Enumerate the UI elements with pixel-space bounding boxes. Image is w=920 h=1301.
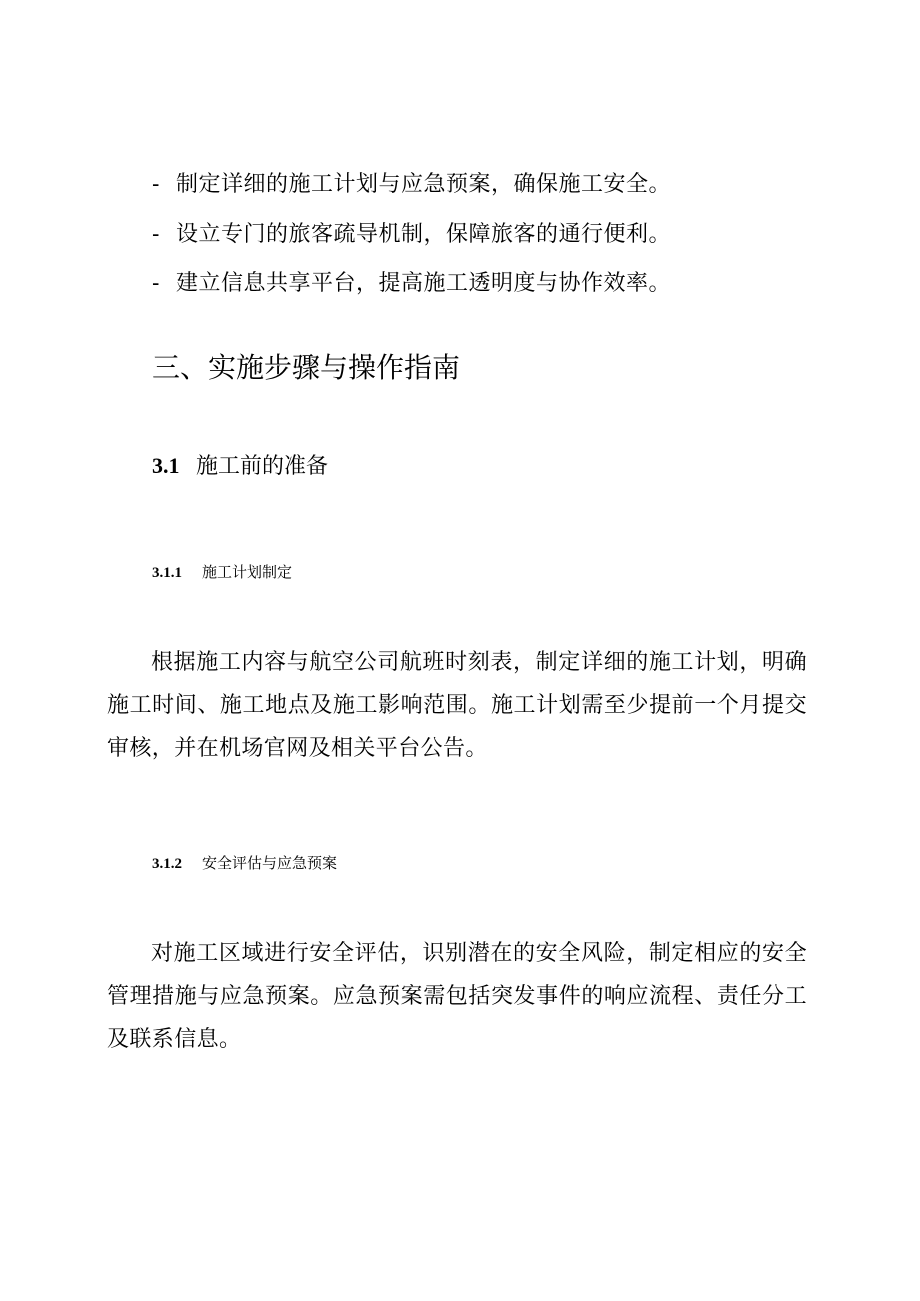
item-heading bbox=[152, 852, 337, 875]
bullet-item bbox=[152, 270, 671, 298]
item-title: 施工计划制定 bbox=[202, 563, 293, 581]
section-heading: 三、实施步骤与操作指南 bbox=[152, 351, 461, 384]
body-paragraph: 根据施工内容与航空公司航班时刻表，制定详细的施工计划，明确施工时间、施工地点及施工影响范围。施工计划需至少提前一个月提交审核，并在机场官网及相关平台公告。 bbox=[107, 650, 807, 761]
bullet-dash: - bbox=[152, 271, 160, 296]
bullet-item bbox=[152, 171, 671, 199]
bullet-text: 制定详细的施工计划与应急预案，确保施工安全。 bbox=[176, 172, 672, 197]
item-heading bbox=[152, 561, 292, 584]
body-paragraph: 对施工区域进行安全评估，识别潜在的安全风险，制定相应的安全管理措施与应急预案。应急预案需包括突发事件的响应流程、责任分工及联系信息。 bbox=[107, 941, 807, 1052]
subsection-heading bbox=[152, 451, 328, 482]
subsection-title: 施工前的准备 bbox=[196, 454, 329, 479]
bullet-text: 设立专门的旅客疏导机制，保障旅客的通行便利。 bbox=[176, 222, 672, 247]
bullet-item bbox=[152, 221, 671, 249]
item-number: 3.1.1 bbox=[152, 565, 182, 581]
item-title: 安全评估与应急预案 bbox=[202, 854, 338, 872]
item-number: 3.1.2 bbox=[152, 856, 182, 872]
bullet-dash: - bbox=[152, 172, 160, 197]
bullet-text: 建立信息共享平台，提高施工透明度与协作效率。 bbox=[176, 271, 672, 296]
bullet-dash: - bbox=[152, 222, 160, 247]
subsection-number: 3.1 bbox=[152, 453, 180, 478]
